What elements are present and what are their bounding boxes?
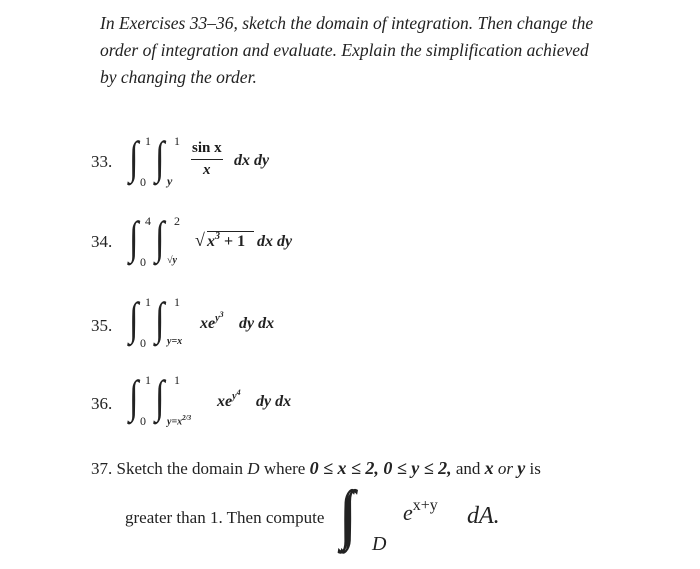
instructions-paragraph [100, 10, 620, 91]
exercise-37-line-2: greater than 1. Then compute [125, 508, 325, 527]
instructions-line-2: order of integration and evaluate. Explain the simplification achieved [100, 40, 589, 60]
radicand [207, 233, 245, 251]
text-or: or [493, 459, 518, 478]
inner-integral-sign: ∫ [155, 293, 165, 344]
outer-upper-limit: 1 [145, 373, 151, 387]
inner-upper-limit: 2 [174, 214, 180, 228]
differentials: dy dx [239, 315, 275, 332]
fraction-denominator: x [203, 162, 211, 178]
exercise-34 [91, 212, 591, 282]
radicand-variable: x [207, 233, 215, 250]
outer-upper-limit: 1 [145, 295, 151, 309]
inner-upper-limit: 1 [174, 373, 180, 387]
integrand-exponent: y [232, 391, 237, 402]
exponential-base: e [403, 500, 413, 525]
outer-lower-limit: 0 [140, 414, 146, 428]
variable-x: x [484, 458, 494, 478]
text: and [451, 459, 485, 478]
integrand-base: xe [200, 315, 216, 332]
integrand-exponent-power: 3 [219, 310, 224, 319]
fraction-numerator: sin x [191, 140, 223, 160]
differentials: dy dx [256, 393, 292, 410]
exercise-36 [91, 371, 591, 441]
integrand-exponent: y [215, 313, 220, 324]
outer-upper-limit: 4 [145, 214, 151, 228]
inner-integral-sign: ∫ [155, 132, 165, 183]
domain-symbol: D [247, 459, 260, 478]
instructions-line-1: In Exercises 33–36, sketch the domain of integration. Then change the [100, 13, 594, 33]
text: is [525, 459, 541, 478]
integrand-base: xe [217, 393, 233, 410]
area-differential: dA. [467, 503, 500, 529]
inner-lower-limit: y=x [167, 336, 183, 347]
differentials: dx dy [257, 233, 293, 250]
integrand [200, 310, 224, 333]
radicand-power: 3 [215, 231, 220, 242]
radical-sign: √ [195, 230, 205, 250]
exponential-power: x+y [412, 497, 438, 514]
outer-upper-limit: 1 [145, 134, 151, 148]
inner-lower-limit: √y [167, 255, 177, 266]
variable-y: y [517, 458, 526, 478]
exercise-number: 34. [91, 232, 113, 251]
outer-integral-sign: ∫ [129, 212, 139, 263]
inner-integral-sign: ∫ [155, 371, 165, 422]
exercise-number: 36. [91, 394, 113, 413]
instructions-line-3: by changing the order. [100, 67, 257, 87]
exercise-number: 33. [91, 152, 113, 171]
outer-integral-sign: ∫ [129, 132, 139, 183]
inner-lower-limit-base: y=x [167, 416, 183, 428]
outer-lower-limit: 0 [140, 175, 146, 189]
integrand [217, 388, 241, 411]
exercise-35 [91, 293, 591, 363]
inner-integral-sign: ∫ [155, 212, 165, 263]
double-integral-region: D [372, 533, 387, 555]
integrand-exponent-power: 4 [236, 388, 241, 397]
outer-integral-sign: ∫ [129, 371, 139, 422]
integrand-fraction [191, 140, 223, 179]
inner-lower-limit [167, 414, 191, 427]
differentials: dx dy [234, 152, 270, 169]
exponential-integrand [403, 497, 438, 526]
domain-condition: 0 ≤ x ≤ 2, 0 ≤ y ≤ 2, [309, 458, 452, 478]
exercise-37-line-1 [91, 458, 541, 479]
inner-lower-limit-power: 2/3 [182, 414, 192, 422]
outer-lower-limit: 0 [140, 336, 146, 350]
exercise-number: 37. [91, 459, 113, 478]
exercise-number: 35. [91, 316, 113, 335]
double-integral-sign: ∫∫ [340, 478, 346, 551]
inner-lower-limit: y [167, 174, 173, 188]
outer-lower-limit: 0 [140, 255, 146, 269]
radicand-constant: + 1 [220, 233, 246, 250]
inner-upper-limit: 1 [174, 134, 180, 148]
text: where [259, 459, 310, 478]
exercise-33 [91, 132, 591, 202]
inner-upper-limit: 1 [174, 295, 180, 309]
text: Sketch the domain [116, 459, 248, 478]
outer-integral-sign: ∫ [129, 293, 139, 344]
